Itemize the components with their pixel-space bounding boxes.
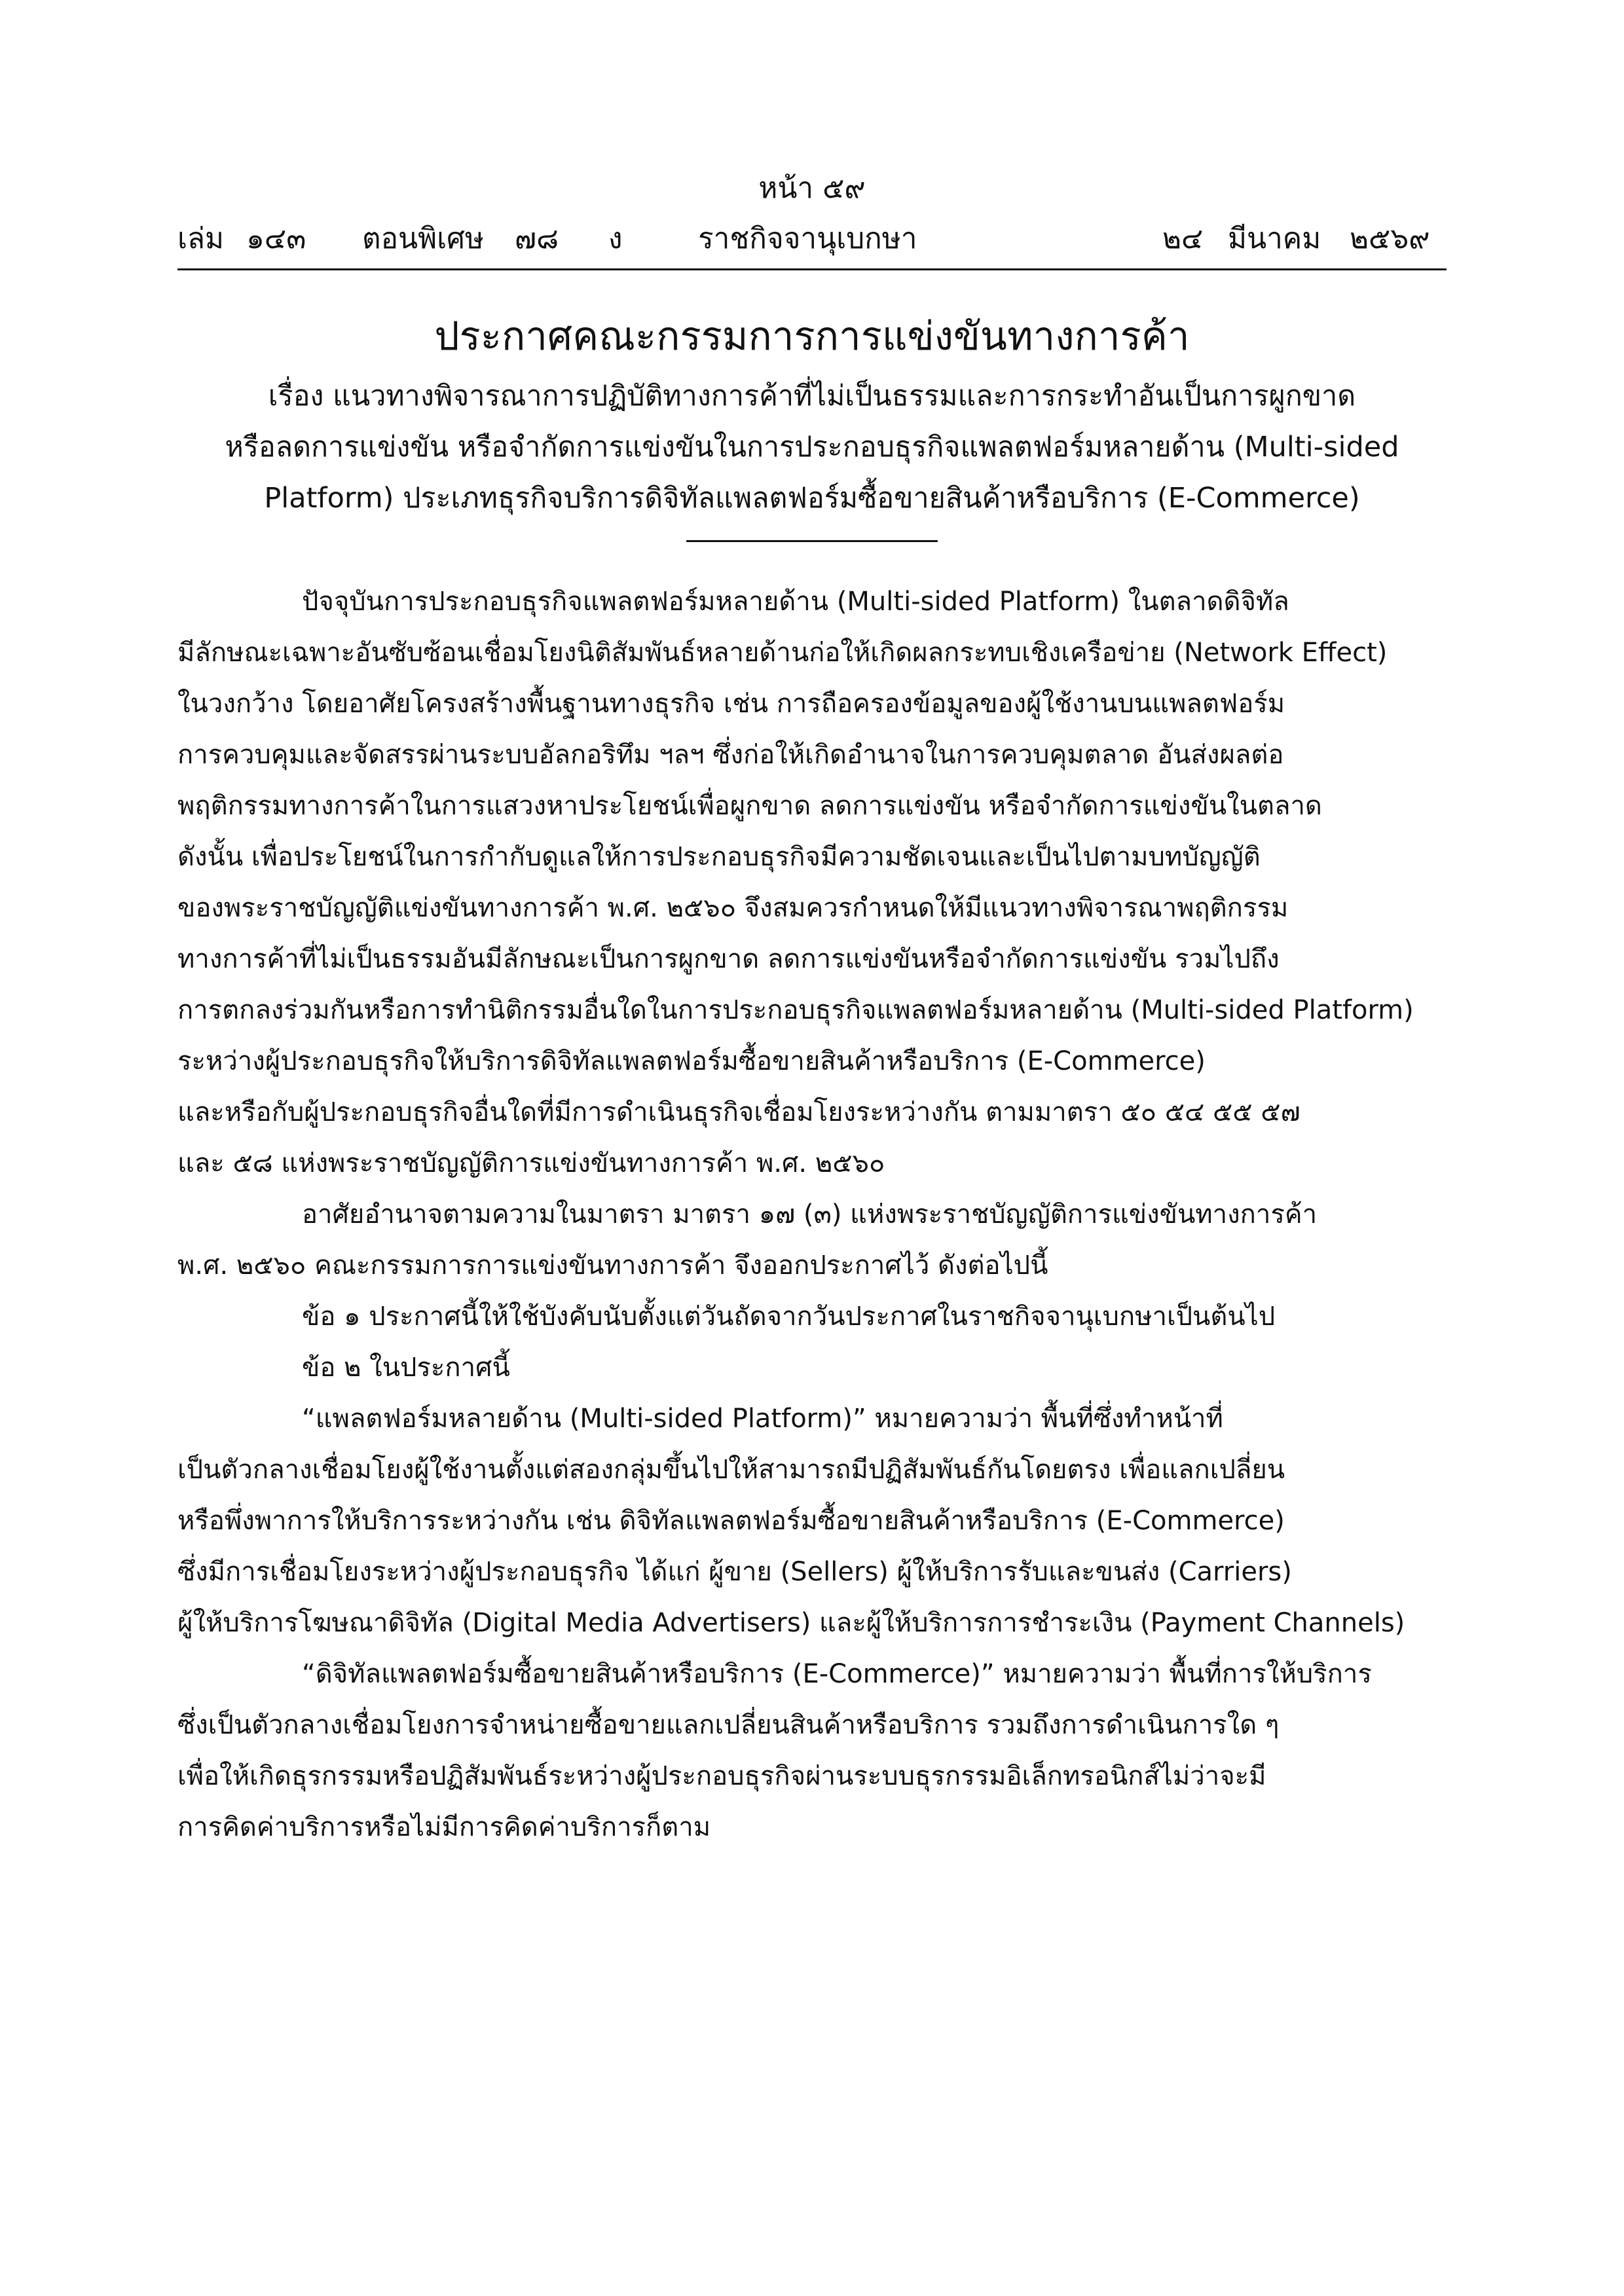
clause-1: ข้อ ๑ ประกาศนี้ให้ใช้บังคับนับตั้งแต่วันถัดจากวันประกาศในราชกิจจานุเบกษาเป็นต้นไป [302, 1302, 1276, 1332]
body-line: ปัจจุบันการประกอบธุรกิจแพลตฟอร์มหลายด้าน (Multi-sided Platform) ในตลาดดิจิทัล [302, 587, 1289, 617]
clause-2: ข้อ ๒ ในประกาศนี้ [302, 1353, 510, 1383]
body-line: พ.ศ. ๒๕๖๐ คณะกรรมการการแข่งขันทางการค้า จึงออกประกาศไว้ ดังต่อไปนี้ [177, 1250, 1048, 1281]
date-year: ๒๕๖๙ [1350, 222, 1430, 255]
body-line: ดังนั้น เพื่อประโยชน์ในการกำกับดูแลให้การประกอบธุรกิจมีความชัดเจนและเป็นไปตามบทบัญญัติ [177, 842, 1261, 872]
section-number: ๗๘ [515, 222, 559, 255]
date-month: มีนาคม [1228, 222, 1321, 255]
announcement-title: ประกาศคณะกรรมการการแข่งขันทางการค้า [434, 314, 1190, 359]
body-line: และ ๕๘ แห่งพระราชบัญญัติการแข่งขันทางการค้า พ.ศ. ๒๕๖๐ [177, 1148, 885, 1178]
subject-line: หรือลดการแข่งขัน หรือจำกัดการแข่งขันในการประกอบธุรกิจแพลตฟอร์มหลายด้าน (Multi-sided [225, 431, 1399, 464]
gazette-name: ราชกิจจานุเบกษา [698, 222, 917, 255]
body-line: หรือพึ่งพาการให้บริการระหว่างกัน เช่น ดิจิทัลแพลตฟอร์มซื้อขายสินค้าหรือบริการ (E-Commerce) [177, 1506, 1285, 1536]
body-line: ทางการค้าที่ไม่เป็นธรรมอันมีลักษณะเป็นการผูกขาด ลดการแข่งขันหรือจำกัดการแข่งขัน รวมไปถึง [177, 944, 1280, 974]
body-line: ระหว่างผู้ประกอบธุรกิจให้บริการดิจิทัลแพลตฟอร์มซื้อขายสินค้าหรือบริการ (E-Commerce) [177, 1046, 1206, 1076]
body-line: มีลักษณะเฉพาะอันซับซ้อนเชื่อมโยงนิติสัมพันธ์หลายด้านก่อให้เกิดผลกระทบเชิงเครือข่าย (Network Effect) [177, 638, 1388, 668]
body-line: ซึ่งมีการเชื่อมโยงระหว่างผู้ประกอบธุรกิจ ได้แก่ ผู้ขาย (Sellers) ผู้ให้บริการรับและขนส่ง (Carriers) [177, 1557, 1292, 1587]
body-line: ของพระราชบัญญัติแข่งขันทางการค้า พ.ศ. ๒๕๖๐ จึงสมควรกำหนดให้มีแนวทางพิจารณาพฤติกรรม [177, 893, 1289, 923]
body-line: ผู้ให้บริการโฆษณาดิจิทัล (Digital Media Advertisers) และผู้ให้บริการการชำระเงิน (Payment Channels) [177, 1608, 1405, 1638]
section-letter: ง [608, 222, 623, 255]
header-divider [177, 268, 1447, 270]
body-line: การตกลงร่วมกันหรือการทำนิติกรรมอื่นใดในการประกอบธุรกิจแพลตฟอร์มหลายด้าน (Multi-sided Platform) [177, 995, 1414, 1025]
page-number: หน้า ๕๙ [758, 172, 866, 205]
volume-number: ๑๔๓ [246, 222, 306, 255]
volume-label: เล่ม [177, 222, 225, 255]
announcement-body [177, 576, 1447, 1853]
announcement-subject [177, 371, 1447, 524]
date-day: ๒๔ [1162, 222, 1204, 255]
body-line: เป็นตัวกลางเชื่อมโยงผู้ใช้งานตั้งแต่สองกลุ่มขึ้นไปให้สามารถมีปฏิสัมพันธ์กันโดยตรง เพื่อแลกเปลี่ยน [177, 1455, 1285, 1485]
subject-line: เรื่อง แนวทางพิจารณาการปฏิบัติทางการค้าที่ไม่เป็นธรรมและการกระทำอันเป็นการผูกขาด [268, 380, 1356, 412]
gazette-header [177, 216, 1447, 262]
body-line: การควบคุมและจัดสรรผ่านระบบอัลกอริทึม ฯลฯ ซึ่งก่อให้เกิดอำนาจในการควบคุมตลาด อันส่งผลต่อ [177, 740, 1284, 770]
title-divider [686, 540, 938, 542]
body-line: เพื่อให้เกิดธุรกรรมหรือปฏิสัมพันธ์ระหว่างผู้ประกอบธุรกิจผ่านระบบธุรกรรมอิเล็กทรอนิกส์ไม่ว่าจะมี [177, 1761, 1266, 1791]
definition-line: “ดิจิทัลแพลตฟอร์มซื้อขายสินค้าหรือบริการ (E-Commerce)” หมายความว่า พื้นที่การให้บริการ [302, 1659, 1372, 1689]
definition-line: “แพลตฟอร์มหลายด้าน (Multi-sided Platform)” หมายความว่า พื้นที่ซึ่งทำหน้าที่ [302, 1404, 1223, 1434]
subject-line: Platform) ประเภทธุรกิจบริการดิจิทัลแพลตฟอร์มซื้อขายสินค้าหรือบริการ (E-Commerce) [264, 482, 1360, 515]
body-line: ในวงกว้าง โดยอาศัยโครงสร้างพื้นฐานทางธุรกิจ เช่น การถือครองข้อมูลของผู้ใช้งานบนแพลตฟอร์ม [177, 689, 1285, 719]
body-line: พฤติกรรมทางการค้าในการแสวงหาประโยชน์เพื่อผูกขาด ลดการแข่งขัน หรือจำกัดการแข่งขันในตลาด [177, 791, 1322, 821]
section-label: ตอนพิเศษ [362, 222, 485, 255]
body-line: และหรือกับผู้ประกอบธุรกิจอื่นใดที่มีการดำเนินธุรกิจเชื่อมโยงระหว่างกัน ตามมาตรา ๕๐ ๕๔ ๕๕ ๕๗ [177, 1097, 1301, 1127]
body-line: อาศัยอำนาจตามความในมาตรา มาตรา ๑๗ (๓) แห่งพระราชบัญญัติการแข่งขันทางการค้า [302, 1199, 1318, 1230]
body-line: การคิดค่าบริการหรือไม่มีการคิดค่าบริการก็ตาม [177, 1812, 711, 1842]
body-line: ซึ่งเป็นตัวกลางเชื่อมโยงการจำหน่ายซื้อขายแลกเปลี่ยนสินค้าหรือบริการ รวมถึงการดำเนินการใด ๆ [177, 1710, 1280, 1740]
